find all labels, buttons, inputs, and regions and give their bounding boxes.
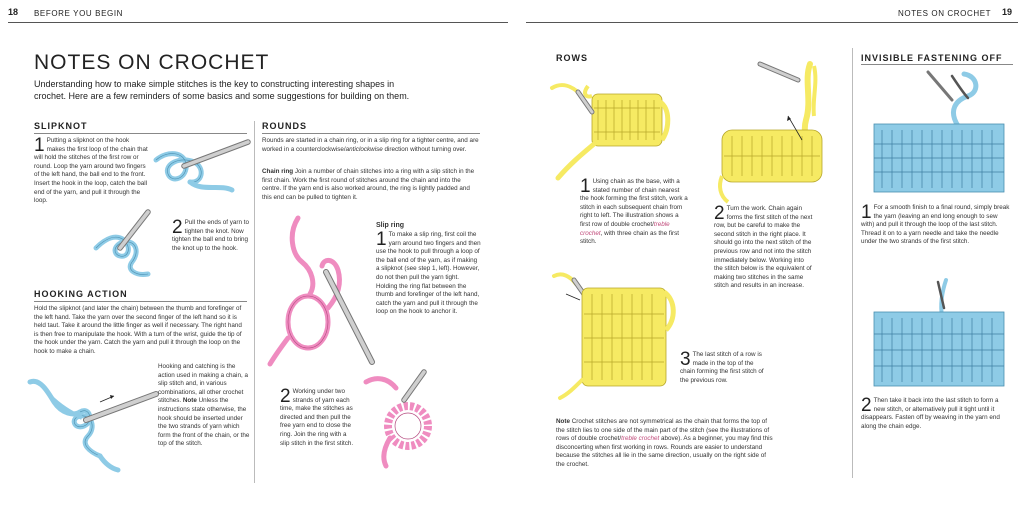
right-header-rule xyxy=(526,22,1018,23)
step-text-alt: treble crochet xyxy=(580,220,670,237)
step-text: To make a slip ring, first coil the yarn around two fingers and then use the hook to pull through a loop of the ball end of the yarn, as if making a slipknot (see step 1, left). However, do not then pull the yarn tight. Holding the ring flat between the thumb and forefinger of the left hand, catch the yarn and pull it through the loop on the hook to anchor it. xyxy=(376,231,481,316)
section-rule xyxy=(34,301,247,302)
chain-ring-text: Join a number of chain stitches into a ring with a slip stitch in the first chain. Work the first round of stitches around the chain and into the centre. If the yarn end is also worked around, the ring is lightly padded and this end can be pulled to tighten it. xyxy=(262,168,475,201)
step-text: For a smooth finish to a final round, simply break the yarn (leaving an end long enough to sew with) and pull it through the loop of the last stitch. Thread it on to a yarn needle and take the needle under the two strands of the first stitch. xyxy=(861,204,1010,246)
rows-note-alt: treble crochet xyxy=(621,435,660,443)
rows-illustration-1 xyxy=(552,78,678,182)
rows-step-1 xyxy=(580,178,688,247)
note-label: Note xyxy=(182,397,197,405)
step-text: Working under two strands of yarn each time, make the stitches as directed and then pull the free yarn end to close the ring. Join the ring with a slip stitch in the first stitch. xyxy=(280,388,354,447)
step-number: 2 xyxy=(861,395,872,416)
note-label: Note xyxy=(556,418,570,425)
rounds-heading: ROUNDS xyxy=(262,121,308,131)
rows-note-end: above). As a beginner, you may find this disconcerting when first working in rows. Rounds are easier to understand because the stitches all lie in the same direction, usually on the right side of the crochet. xyxy=(556,435,773,468)
step-text: The last stitch of a row is made in the top of the chain forming the first stitch of the previous row. xyxy=(680,351,764,384)
step-text: Then take it back into the last stitch to form a new stitch, or alternatively pull it tight until it disappears. Fasten off by weaving in the yarn end along the chain edge. xyxy=(861,397,1000,430)
step-number: 2 xyxy=(172,217,183,238)
rows-step-2 xyxy=(714,205,814,291)
slipknot-heading: SLIPKNOT xyxy=(34,121,88,131)
hooking-note-text: Unless the instructions state otherwise, the hook should be inserted under the two strands of yarn which form the front of the chain, or the top of the stitch. xyxy=(158,397,250,448)
hooking-side-text xyxy=(158,363,250,449)
slipknot-illustration-2 xyxy=(92,208,172,280)
rows-note xyxy=(556,418,776,470)
rows-illustration-3 xyxy=(552,270,682,400)
step-text: Pull the ends of yarn to tighten the knot. Now tighten the ball end to bring the knot up to the hook. xyxy=(172,219,249,252)
hooking-text: Hold the slipknot (and later the chain) between the thumb and forefinger of the left hand. Take the yarn over the second finger of the left hand so it is held taut. Take it around the little finger as well if necessary. The right hand is then free to manipulate the hook. With a turn of the wrist, guide the tip of the hook under the yarn. Catch the yarn and pull it through the loop on the hook to make a chain. xyxy=(34,305,242,355)
slip-ring-illustration-1 xyxy=(268,214,374,366)
page-title: NOTES ON CROCHET xyxy=(34,51,270,74)
step-text: Turn the work. Chain again forms the first stitch of the next row, but be careful to make the second stitch in the right place. It should go into the next stitch of the previous row and not into the stitch immediately below. Working into the stitch below is the equivalent of making two stitches in the same stitch and results in an increase. xyxy=(714,205,813,290)
rows-heading: ROWS xyxy=(556,53,588,63)
step-text: Using chain as the base, with a stated number of chain nearest the hook forming the first stitch, work a stitch in each subsequent chain from right to left. The illustration shows a first row of double crochet/ xyxy=(580,178,688,228)
slipknot-step-2 xyxy=(172,219,250,253)
rows-note-text: Crochet stitches are not symmetrical as the chain that forms the top of the stitch lies to one side of the main part of the stitch (see the illustrations of rows of double crochet/ xyxy=(556,418,770,443)
fastening-heading: INVISIBLE FASTENING OFF xyxy=(861,53,1003,63)
right-running-head: NOTES ON CROCHET xyxy=(898,9,992,18)
left-running-head: BEFORE YOU BEGIN xyxy=(34,9,124,18)
step-text-end: , with three chain as the first stitch. xyxy=(580,229,680,246)
column-divider xyxy=(254,121,255,483)
step-number: 2 xyxy=(714,203,725,224)
fastening-illustration-1 xyxy=(868,70,1008,198)
chain-ring-para xyxy=(262,168,480,202)
rounds-intro xyxy=(262,137,480,154)
step-number: 3 xyxy=(680,349,691,370)
rounds-text: Rounds are started in a chain ring, or in a slip ring for a tighter centre, and are worked in a counterclockwise/ xyxy=(262,137,479,153)
slipknot-illustration-1 xyxy=(150,132,250,202)
fastening-step-1 xyxy=(861,204,1011,247)
step-text: Putting a slipknot on the hook makes the first loop of the chain that will hold the stitches of the first row or round. Loop the yarn around two fingers of the left hand, the ball end to the front. Insert the hook in the loop, catch the ball end of the yarn, and pull it through the loop. xyxy=(34,137,148,205)
hooking-side-desc: Hooking and catching is the action used in making a chain, a slip stitch and, in various combinations, all other crochet stitches. xyxy=(158,363,248,405)
rows-step-3 xyxy=(680,351,764,385)
section-rule xyxy=(861,64,1013,65)
slip-ring-step-1 xyxy=(376,231,482,317)
fastening-illustration-2 xyxy=(868,278,1008,392)
step-number: 1 xyxy=(580,176,591,197)
slip-ring-step-2 xyxy=(280,388,356,448)
slip-ring-illustration-2 xyxy=(362,372,448,468)
intro-text: Understanding how to make simple stitches is the key to constructing interesting shapes in crochet. Here are a few reminders of some basics and some suggestions for building on them. xyxy=(34,79,410,101)
hooking-illustration xyxy=(30,372,158,472)
chain-ring-label: Chain ring xyxy=(262,168,294,175)
slipknot-step-1 xyxy=(34,137,148,206)
rows-illustration-2 xyxy=(714,60,842,204)
right-page-number: 19 xyxy=(1002,7,1013,17)
slip-ring-label: Slip ring xyxy=(376,222,404,229)
column-divider xyxy=(852,48,853,478)
step-number: 1 xyxy=(861,202,872,223)
rounds-text-end: direction without turning over. xyxy=(382,145,467,153)
rounds-text-alt: anticlockwise xyxy=(345,145,383,153)
hooking-heading: HOOKING ACTION xyxy=(34,289,128,299)
fastening-step-2 xyxy=(861,397,1011,431)
left-header-rule xyxy=(8,22,508,23)
step-number: 2 xyxy=(280,386,291,407)
left-page-number: 18 xyxy=(8,7,19,17)
step-number: 1 xyxy=(34,135,45,156)
section-rule xyxy=(262,133,480,134)
step-number: 1 xyxy=(376,229,387,250)
